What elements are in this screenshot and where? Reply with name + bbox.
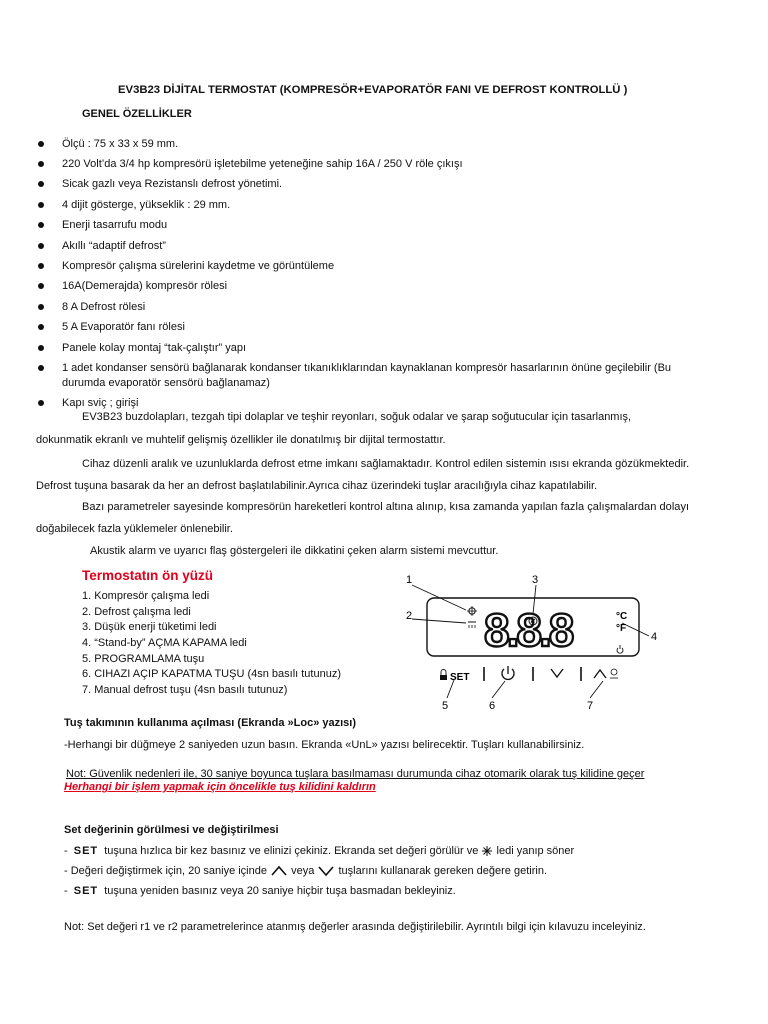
fahrenheit-unit-label: °F: [616, 623, 627, 634]
paragraph-unlock: -Herhangi bir düğmeye 2 saniyeden uzun basın. Ekranda «UnL» yazısı belirecektir. Tuşları kullanabilirsiniz.: [64, 739, 585, 751]
final-note: Not: Set değeri r1 ve r2 parametrelerince atanmış değerler arasında değiştirilebilir. Ayrıntılı bilgi için kılavuzu inceleyiniz.: [64, 921, 646, 933]
thermostat-front-diagram: [400, 570, 662, 715]
front-panel-legend: [82, 590, 341, 700]
defrost-icon: [610, 669, 618, 678]
paragraph-compressor-line: doğabilecek fazla yüklemeler önlenebilir.: [36, 523, 233, 535]
paragraph-defrost-line: Defrost tuşuna basarak da her an defrost başlatılabilinir.Ayrıca cihaz üzerindeki tuşlar aracılığıyla cihaz kapatılabilir.: [36, 480, 598, 492]
callout-number: 5: [442, 700, 449, 712]
paragraph-intro-line: dokunmatik ekranlı ve muhtelif gelişmiş özellikler ile donatılmış bir dijital termostattır.: [36, 434, 446, 446]
down-arrow-key-icon: [317, 865, 335, 877]
list-item: 6. CIHAZI AÇIP KAPATMA TUŞU (4sn basılı tutunuz): [82, 668, 341, 681]
power-button[interactable]: [502, 666, 514, 679]
leader-line: [492, 681, 505, 698]
bullet-icon: [38, 141, 44, 147]
list-item: 7. Manual defrost tuşu (4sn basılı tutunuz): [82, 684, 288, 697]
bullet-icon: [38, 324, 44, 330]
set-key-label: SET: [450, 672, 470, 683]
paragraph-intro-line: EV3B23 buzdolapları, tezgah tipi dolaplar ve teşhir reyonları, soğuk odalar ve şarap soğutucular için tasarlanmış,: [82, 411, 632, 423]
safety-note: Not: Güvenlik nedenleri ile, 30 saniye boyunca tuşlara basılmaması durumunda cihaz otomarik olarak tuş kilidine geçer: [66, 768, 645, 780]
set-key-icon: SET: [73, 885, 99, 898]
section-heading-unlock: Tuş takımının kullanıma açılması (Ekranda »Loc» yazısı): [64, 717, 357, 729]
celsius-unit-label: °C: [616, 611, 628, 622]
down-button[interactable]: [551, 669, 563, 677]
chevron-up-icon: [594, 670, 606, 678]
section-heading-features: GENEL ÖZELLİKLER: [82, 108, 192, 120]
paragraph-defrost-line: Cihaz düzenli aralık ve uzunluklarda defrost etme imkanı sağlamaktadır. Kontrol edilen sistemin ısısı ekranda gözükmektedir.: [82, 458, 690, 470]
list-item: 3. Düşük enerji tüketimi ledi: [82, 621, 217, 634]
bullet-icon: [38, 181, 44, 187]
list-item: 2. Defrost çalışma ledi: [82, 605, 191, 618]
callout-number: 1: [406, 574, 413, 586]
set-button[interactable]: [440, 670, 469, 684]
chevron-down-icon: [551, 669, 563, 677]
bullet-icon: [38, 283, 44, 289]
set-key-icon: SET: [73, 845, 99, 858]
bullet-icon: [38, 161, 44, 167]
bullet-icon: [38, 345, 44, 351]
section-heading-set-value: Set değerinin görülmesi ve değiştirilmesi: [64, 824, 279, 836]
segment-display: 8.8.8: [484, 604, 572, 656]
leader-line: [590, 681, 603, 698]
list-item: 4. “Stand-by” AÇMA KAPAMA ledi: [82, 637, 247, 650]
lock-body: [440, 675, 447, 680]
set-instruction-line: - Değeri değiştirmek için, 20 saniye içinde veya tuşlarını kullanarak gereken değere getirin.: [64, 865, 547, 877]
bullet-icon: [38, 400, 44, 406]
bullet-icon: [38, 243, 44, 249]
set-instruction-line: - SET tuşuna yeniden basınız veya 20 saniye hiçbir tuşa basmadan bekleyiniz.: [64, 885, 456, 898]
bullet-icon: [38, 365, 44, 371]
list-item-continuation: durumda evaporatör sensörü bağlanamaz): [62, 377, 270, 389]
bullet-icon: [38, 263, 44, 269]
callout-number: 3: [532, 574, 539, 586]
bullet-icon: [38, 222, 44, 228]
paragraph-compressor-line: Bazı parametreler sayesinde kompresörün hareketleri kontrol altına alınıp, kısa zamanda yapılan fazla çalışmalardan dolayı: [82, 501, 690, 513]
callout-number: 4: [651, 631, 658, 643]
list-item: 1. Kompresör çalışma ledi: [82, 590, 210, 602]
snowflake-icon: [481, 845, 493, 857]
bullet-icon: [38, 304, 44, 310]
bullet-icon: [38, 202, 44, 208]
up-arrow-key-icon: [270, 865, 288, 877]
up-defrost-button[interactable]: [594, 669, 618, 678]
callout-number: 6: [489, 700, 496, 712]
warning-text: Herhangi bir işlem yapmak için öncelikle tuş kilidini kaldırın: [64, 781, 376, 793]
list-item: 5. PROGRAMLAMA tuşu: [82, 652, 205, 665]
paragraph-alarm: Akustik alarm ve uyarıcı flaş göstergeleri ile dikkatini çeken alarm sistemi mevcuttur.: [90, 545, 499, 557]
callout-number: 2: [406, 610, 413, 622]
set-instruction-line: - SET tuşuna hızlıca bir kez basınız ve elinizi çekiniz. Ekranda set değeri görülür ve ledi yanıp söner: [64, 845, 575, 858]
document-title: EV3B23 DİJİTAL TERMOSTAT (KOMPRESÖR+EVAPORATÖR FANI VE DEFROST KONTROLLÜ ): [118, 84, 628, 96]
section-heading-front-panel: Termostatın ön yüzü: [82, 568, 214, 583]
callout-number: 7: [587, 700, 594, 712]
